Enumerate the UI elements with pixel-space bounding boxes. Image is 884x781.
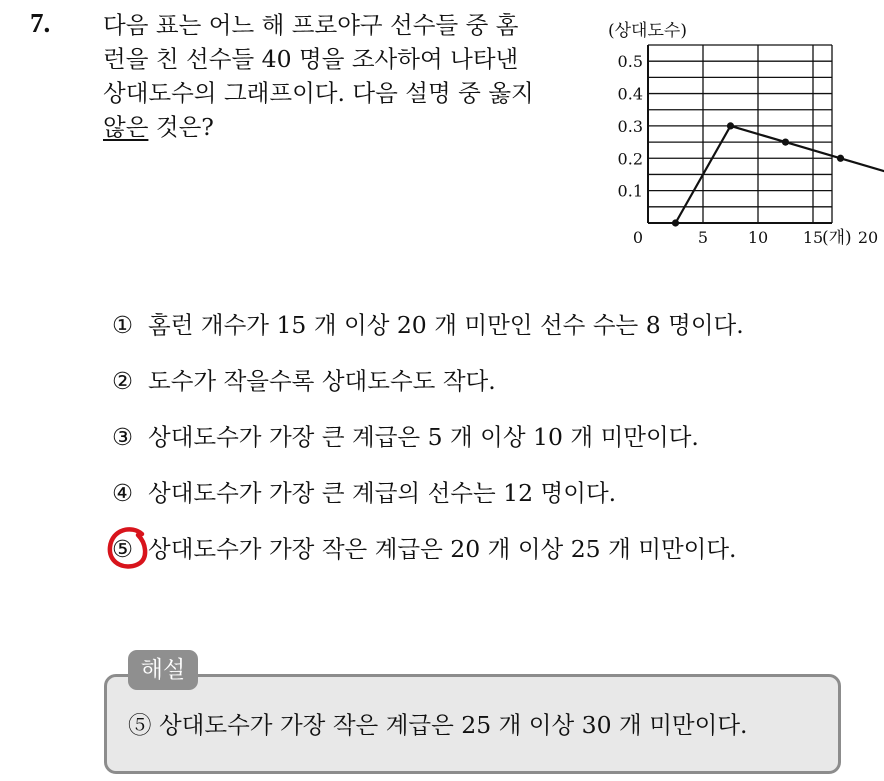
explanation-text: ⑤ 상대도수가 가장 작은 계급은 25 개 이상 30 개 미만이다. <box>128 711 748 739</box>
y-tick-label: 0.2 <box>617 149 643 169</box>
option-3-mark: ③ <box>112 423 134 451</box>
data-point <box>837 155 844 162</box>
option-1-mark: ① <box>112 311 134 339</box>
stem-line-3: 상대도수의 그래프이다. 다음 설명 중 옳지 <box>103 79 534 107</box>
y-tick-label: 0.5 <box>617 52 643 72</box>
question-number: 7. <box>30 8 51 38</box>
option-2-text: 도수가 작을수록 상대도수도 작다. <box>148 367 496 395</box>
x-tick-label: 15 <box>802 228 824 247</box>
answer-circle-icon <box>102 521 158 577</box>
data-point <box>672 219 679 226</box>
stem-line-1: 다음 표는 어느 해 프로야구 선수들 중 홈 <box>103 11 519 39</box>
x-tick-label: 0 <box>632 228 644 247</box>
option-4-text: 상대도수가 가장 큰 계급의 선수는 12 명이다. <box>148 479 617 507</box>
option-4[interactable] <box>112 471 744 527</box>
stem-line-4-rest: 것은? <box>148 113 214 141</box>
explanation-label: 해설 <box>128 650 198 690</box>
data-point <box>782 138 789 145</box>
option-1[interactable] <box>112 303 744 359</box>
data-point <box>727 122 734 129</box>
option-2[interactable] <box>112 359 744 415</box>
y-tick-label: 0.3 <box>617 116 643 136</box>
chart-grid <box>648 45 832 223</box>
answer-options <box>112 303 744 583</box>
option-3-text: 상대도수가 가장 큰 계급은 5 개 이상 10 개 미만이다. <box>148 423 699 451</box>
option-4-mark: ④ <box>112 479 134 507</box>
option-2-mark: ② <box>112 367 134 395</box>
option-5-text: 상대도수가 가장 작은 계급은 20 개 이상 25 개 미만이다. <box>148 535 737 563</box>
x-tick-label: 20 <box>857 228 879 247</box>
option-5-mark: ⑤ <box>112 535 134 563</box>
x-tick-label: 10 <box>747 228 769 247</box>
stem-line-2: 런을 친 선수들 40 명을 조사하여 나타낸 <box>103 45 519 73</box>
chart-ticks <box>618 52 884 247</box>
relative-frequency-chart <box>600 10 879 255</box>
y-tick-label: 0.1 <box>617 181 643 201</box>
option-3[interactable] <box>112 415 744 471</box>
y-tick-label: 0.4 <box>617 84 643 104</box>
chart-axes <box>648 45 832 223</box>
stem-line-4 <box>103 110 583 144</box>
option-5[interactable] <box>112 527 744 583</box>
question-stem <box>103 8 583 144</box>
chart-y-axis-label: (상대도수) <box>608 21 687 41</box>
x-tick-label: 5 <box>697 228 709 247</box>
option-1-text: 홈런 개수가 15 개 이상 20 개 미만인 선수 수는 8 명이다. <box>148 311 744 339</box>
chart-x-axis-label: (개) <box>822 228 852 248</box>
underlined-negation: 않은 <box>103 113 149 141</box>
